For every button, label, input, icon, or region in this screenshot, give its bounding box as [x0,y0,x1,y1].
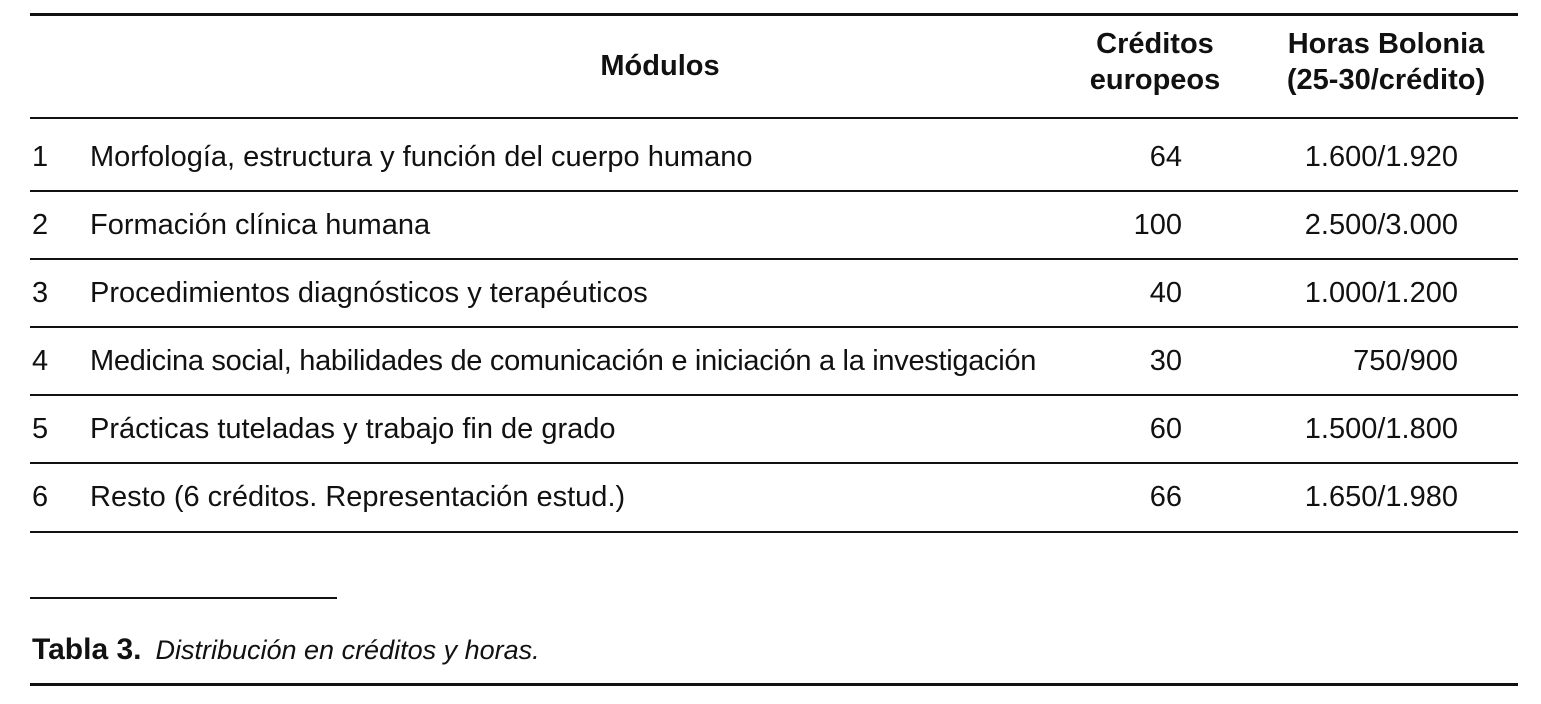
row-5-credits: 60 [1149,413,1182,445]
header-creditos-line2: europeos [1089,64,1221,96]
row-5-module: Prácticas tuteladas y trabajo fin de grado [90,413,616,445]
header-horas [1255,26,1517,98]
footnote-rule [30,597,337,599]
row-1-divider [30,190,1518,192]
caption-label: Tabla 3. [32,633,142,666]
header-modulos: Módulos [600,50,720,82]
row-3-hours: 1.000/1.200 [1304,277,1458,309]
row-1-credits: 64 [1149,141,1182,173]
row-2-divider [30,258,1518,260]
row-6-module: Resto (6 créditos. Representación estud.) [90,481,626,513]
row-4-divider [30,394,1518,396]
header-creditos [1070,26,1240,98]
row-3-divider [30,326,1518,328]
row-2-number: 2 [32,209,49,241]
row-4-module: Medicina social, habilidades de comunicación e iniciación a la investigación [90,345,1037,377]
row-5-number: 5 [32,413,49,445]
row-2-module: Formación clínica humana [90,209,431,241]
row-1-module: Morfología, estructura y función del cuerpo humano [90,141,753,173]
row-2-credits: 100 [1133,209,1182,241]
header-creditos-line1: Créditos [1096,28,1214,60]
row-5-hours: 1.500/1.800 [1304,413,1458,445]
table-caption [32,633,540,667]
row-5-divider [30,462,1518,464]
table-top-rule [30,13,1518,16]
header-bottom-rule [30,117,1518,119]
row-4-credits: 30 [1149,345,1182,377]
header-horas-line1: Horas Bolonia [1287,28,1485,60]
row-2-hours: 2.500/3.000 [1304,209,1458,241]
row-3-credits: 40 [1149,277,1182,309]
row-1-number: 1 [32,141,49,173]
table-bottom-rule [30,531,1518,533]
row-6-credits: 66 [1149,481,1182,513]
caption-text: Distribución en créditos y horas. [155,635,540,665]
row-6-hours: 1.650/1.980 [1304,481,1458,513]
row-4-hours: 750/900 [1353,345,1458,377]
header-horas-line2: (25-30/crédito) [1286,64,1486,96]
row-4-number: 4 [32,345,49,377]
caption-bottom-rule [30,683,1518,686]
row-1-hours: 1.600/1.920 [1304,141,1458,173]
row-6-number: 6 [32,481,49,513]
row-3-module: Procedimientos diagnósticos y terapéuticos [90,277,648,309]
row-3-number: 3 [32,277,49,309]
